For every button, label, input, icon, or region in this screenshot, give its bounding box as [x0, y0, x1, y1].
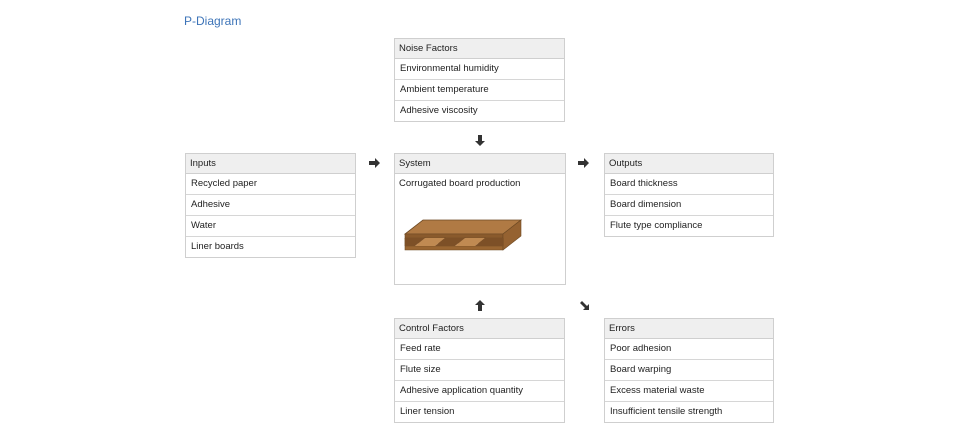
errors-header: Errors: [605, 319, 773, 339]
noise-factor-item: Adhesive viscosity: [400, 105, 478, 116]
outputs-header: Outputs: [605, 154, 773, 174]
arrow-right-icon: [578, 157, 590, 169]
error-item: Excess material waste: [605, 381, 773, 402]
output-item: Flute type compliance: [610, 220, 703, 231]
noise-factors-panel: [394, 38, 565, 122]
control-factor-item: Flute size: [395, 360, 564, 381]
error-item: Insufficient tensile strength: [610, 406, 723, 417]
input-item: Adhesive: [186, 195, 355, 216]
system-panel: [394, 153, 566, 285]
corrugated-board-icon: [403, 218, 523, 261]
output-item: Board thickness: [605, 174, 773, 195]
arrow-down-right-icon: [579, 300, 591, 312]
error-item: Board warping: [605, 360, 773, 381]
input-item: Liner boards: [191, 241, 244, 252]
control-factor-item: Feed rate: [395, 339, 564, 360]
noise-factor-item: Environmental humidity: [395, 59, 564, 80]
inputs-panel: [185, 153, 356, 258]
control-factors-header: Control Factors: [395, 319, 564, 339]
control-factor-item: Liner tension: [400, 406, 455, 417]
output-item: Board dimension: [605, 195, 773, 216]
control-factors-panel: [394, 318, 565, 423]
control-factor-item: Adhesive application quantity: [395, 381, 564, 402]
noise-factor-item: Ambient temperature: [395, 80, 564, 101]
error-item: Poor adhesion: [605, 339, 773, 360]
system-header: System: [395, 154, 565, 174]
arrow-up-icon: [474, 300, 486, 312]
arrow-right-icon: [369, 157, 381, 169]
outputs-panel: [604, 153, 774, 237]
arrow-down-icon: [474, 135, 486, 147]
noise-factors-header: Noise Factors: [395, 39, 564, 59]
errors-panel: [604, 318, 774, 423]
diagram-title: P-Diagram: [184, 14, 242, 28]
input-item: Recycled paper: [186, 174, 355, 195]
inputs-header: Inputs: [186, 154, 355, 174]
system-description: Corrugated board production: [399, 178, 521, 189]
input-item: Water: [186, 216, 355, 237]
